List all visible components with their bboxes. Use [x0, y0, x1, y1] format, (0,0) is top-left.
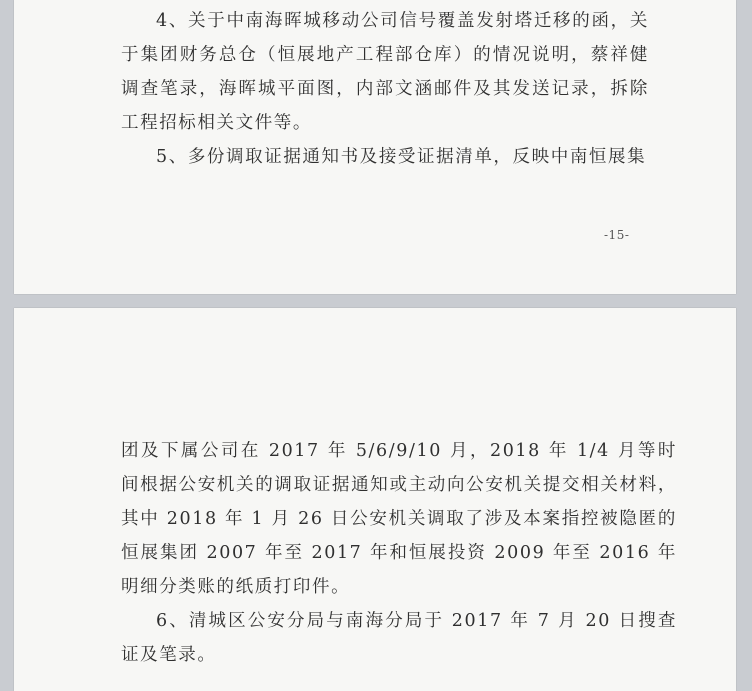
paragraph-item-5-continued: 团及下属公司在 2017 年 5/6/9/10 月，2018 年 1/4 月等时间根据公安机关的调取证据通知或主动向公安机关提交相关材料，其中 2018 年 1 月 26 日公安机关调取了涉及本案指控被隐匿的恒展集团 2007 年至 2017 年和恒展投资 2009 年至 2016 年明细分类账的纸质打印件。 — [121, 441, 677, 597]
document-page-top — [14, 0, 736, 294]
paragraph-item-5: 5、多份调取证据通知书及接受证据清单，反映中南恒展集 — [156, 147, 647, 167]
paragraph-item-6: 6、清城区公安分局与南海分局于 2017 年 7 月 20 日搜查证及笔录。 — [121, 611, 677, 665]
paragraph-item-4: 4、关于中南海晖城移动公司信号覆盖发射塔迁移的函，关于集团财务总仓（恒展地产工程部仓库）的情况说明，蔡祥健调查笔录，海晖城平面图，内部文涵邮件及其发送记录，拆除工程招标相关文件等。 — [121, 11, 649, 133]
page-number: -15- — [604, 228, 630, 242]
document-page-bottom — [14, 308, 736, 691]
